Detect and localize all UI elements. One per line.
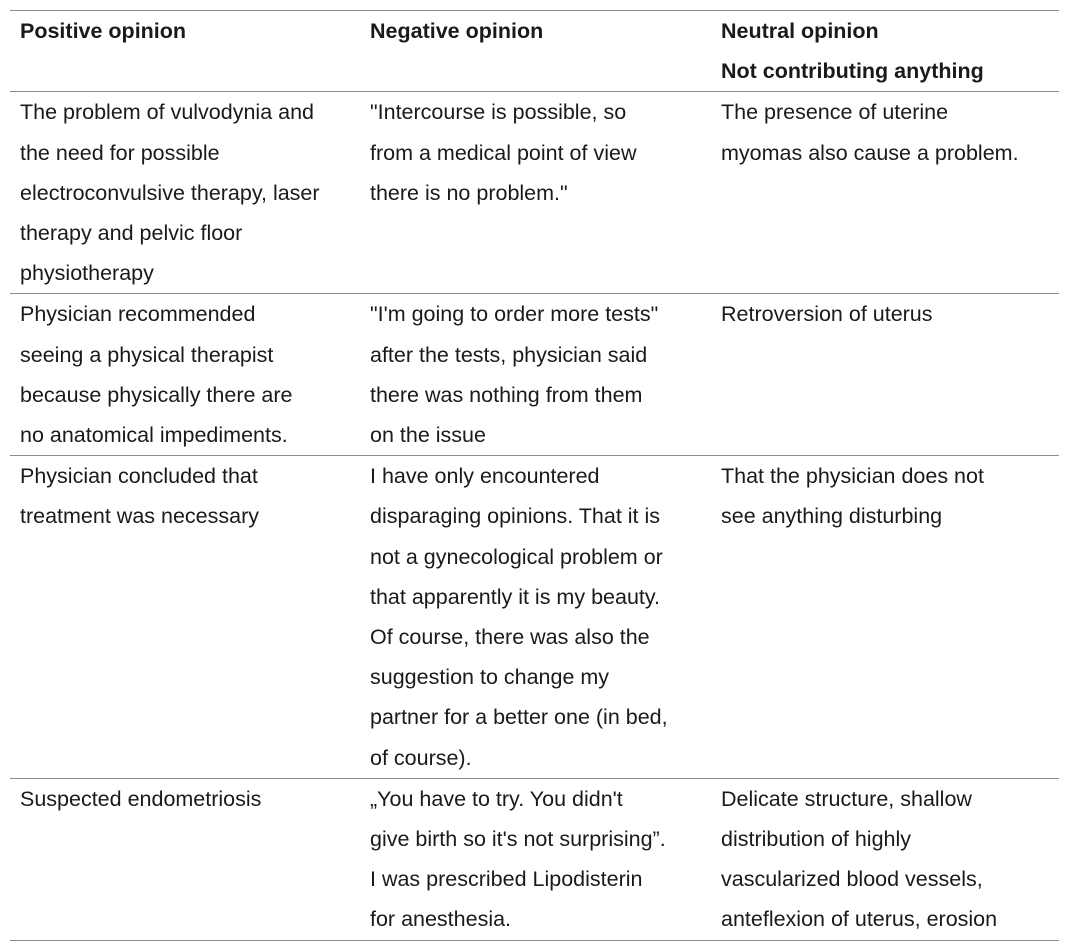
cell-positive: Suspected endometriosis [10, 778, 360, 940]
table-row [10, 92, 1059, 294]
table-header [10, 11, 1059, 92]
header-positive-opinion: Positive opinion [10, 11, 360, 92]
cell-negative: „You have to try. You didn't give birth so it's not surprising”. I was prescribed Lipodisterin for anesthesia. [360, 778, 711, 940]
table-row [10, 294, 1059, 456]
table-body [10, 92, 1059, 940]
cell-positive: Physician concluded that treatment was necessary [10, 456, 360, 779]
cell-neutral: Retroversion of uterus [711, 294, 1059, 456]
cell-neutral: The presence of uterine myomas also cause a problem. [711, 92, 1059, 294]
cell-negative: "Intercourse is possible, so from a medical point of view there is no problem." [360, 92, 711, 294]
opinions-table [10, 10, 1059, 941]
cell-positive: Physician recommended seeing a physical therapist because physically there are no anatomical impediments. [10, 294, 360, 456]
header-neutral-opinion: Neutral opinion Not contributing anything [711, 11, 1059, 92]
header-negative-opinion: Negative opinion [360, 11, 711, 92]
header-row [10, 11, 1059, 92]
cell-negative: I have only encountered disparaging opinions. That it is not a gynecological problem or that apparently it is my beauty. Of course, there was also the suggestion to change my partner for a better one (in bed, of course). [360, 456, 711, 779]
table-row [10, 456, 1059, 779]
cell-neutral: Delicate structure, shallow distribution of highly vascularized blood vessels, anteflexion of uterus, erosion [711, 778, 1059, 940]
cell-neutral: That the physician does not see anything disturbing [711, 456, 1059, 779]
cell-positive: The problem of vulvodynia and the need for possible electroconvulsive therapy, laser therapy and pelvic floor physiotherapy [10, 92, 360, 294]
table-row [10, 778, 1059, 940]
cell-negative: "I'm going to order more tests" after the tests, physician said there was nothing from them on the issue [360, 294, 711, 456]
